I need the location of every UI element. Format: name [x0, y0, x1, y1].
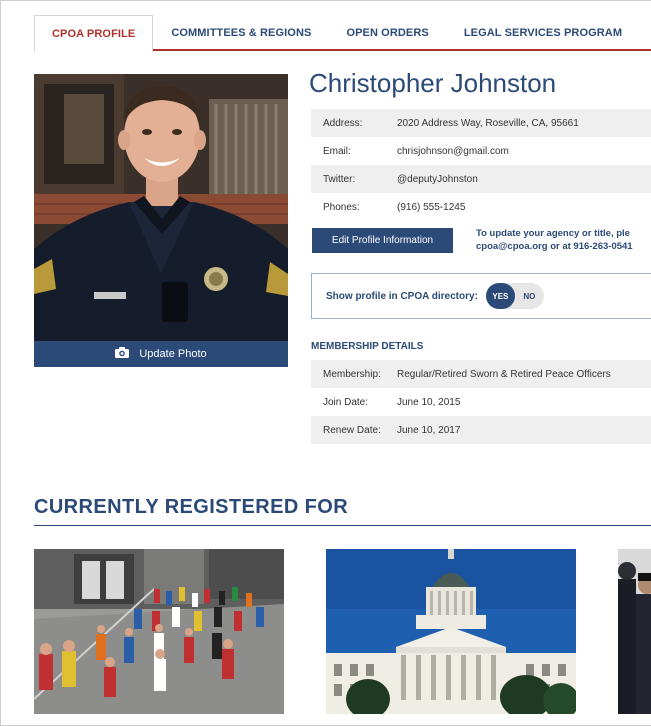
edit-profile-button[interactable]: Edit Profile Information	[312, 228, 453, 253]
update-note-line: cpoa@cpoa.org or at 916-263-0541	[476, 241, 633, 252]
renew-date-label: Renew Date:	[323, 424, 381, 436]
toggle-no[interactable]: NO	[523, 291, 536, 301]
tab-open-orders[interactable]: OPEN ORDERS	[346, 27, 429, 39]
section-divider	[34, 525, 651, 526]
info-value: 2020 Address Way, Roseville, CA, 95661	[397, 117, 579, 129]
tab-committees-regions[interactable]: COMMITTEES & REGIONS	[171, 27, 312, 39]
update-photo-label: Update Photo	[139, 348, 207, 360]
membership-row	[311, 360, 651, 388]
tab-legal-services-program[interactable]: LEGAL SERVICES PROGRAM	[463, 27, 623, 39]
directory-toggle[interactable]	[486, 283, 544, 309]
info-value: (916) 555-1245	[397, 201, 466, 213]
profile-photo	[34, 74, 288, 341]
update-note-line: To update your agency or title, ple	[476, 228, 630, 239]
info-label: Phones:	[323, 201, 360, 213]
info-label: Email:	[323, 145, 351, 157]
update-agency-note	[476, 227, 651, 253]
info-value: chrisjohnson@gmail.com	[397, 145, 509, 157]
info-row-twitter	[311, 165, 651, 193]
directory-visibility-box	[311, 273, 651, 319]
info-row-email	[311, 137, 651, 165]
camera-icon	[115, 347, 129, 361]
directory-label: Show profile in CPOA directory:	[326, 290, 478, 302]
info-row-address	[311, 109, 651, 137]
renew-date-row	[311, 416, 651, 444]
join-date-label: Join Date:	[323, 396, 369, 408]
event-image-marathon[interactable]	[34, 549, 284, 714]
info-label: Address:	[323, 117, 363, 129]
join-date-value: June 10, 2015	[397, 396, 461, 408]
tab-bar	[34, 15, 651, 51]
update-photo-button[interactable]	[34, 341, 288, 367]
event-image-officers[interactable]	[618, 549, 651, 714]
membership-table	[311, 360, 651, 444]
tab-cpoa-profile[interactable]: CPOA PROFILE	[34, 15, 153, 53]
contact-info-table	[311, 109, 651, 221]
membership-details-heading: MEMBERSHIP DETAILS	[311, 341, 424, 352]
currently-registered-heading: CURRENTLY REGISTERED FOR	[34, 496, 349, 518]
event-image-capitol[interactable]	[326, 549, 576, 714]
membership-label: Membership:	[323, 368, 381, 380]
info-row-phones	[311, 193, 651, 221]
join-date-row	[311, 388, 651, 416]
profile-name: Christopher Johnston	[309, 68, 557, 98]
membership-value: Regular/Retired Sworn & Retired Peace Officers	[397, 368, 611, 380]
renew-date-value: June 10, 2017	[397, 424, 461, 436]
toggle-yes[interactable]: YES	[486, 283, 515, 309]
info-label: Twitter:	[323, 173, 356, 185]
info-value: @deputyJohnston	[397, 173, 478, 185]
